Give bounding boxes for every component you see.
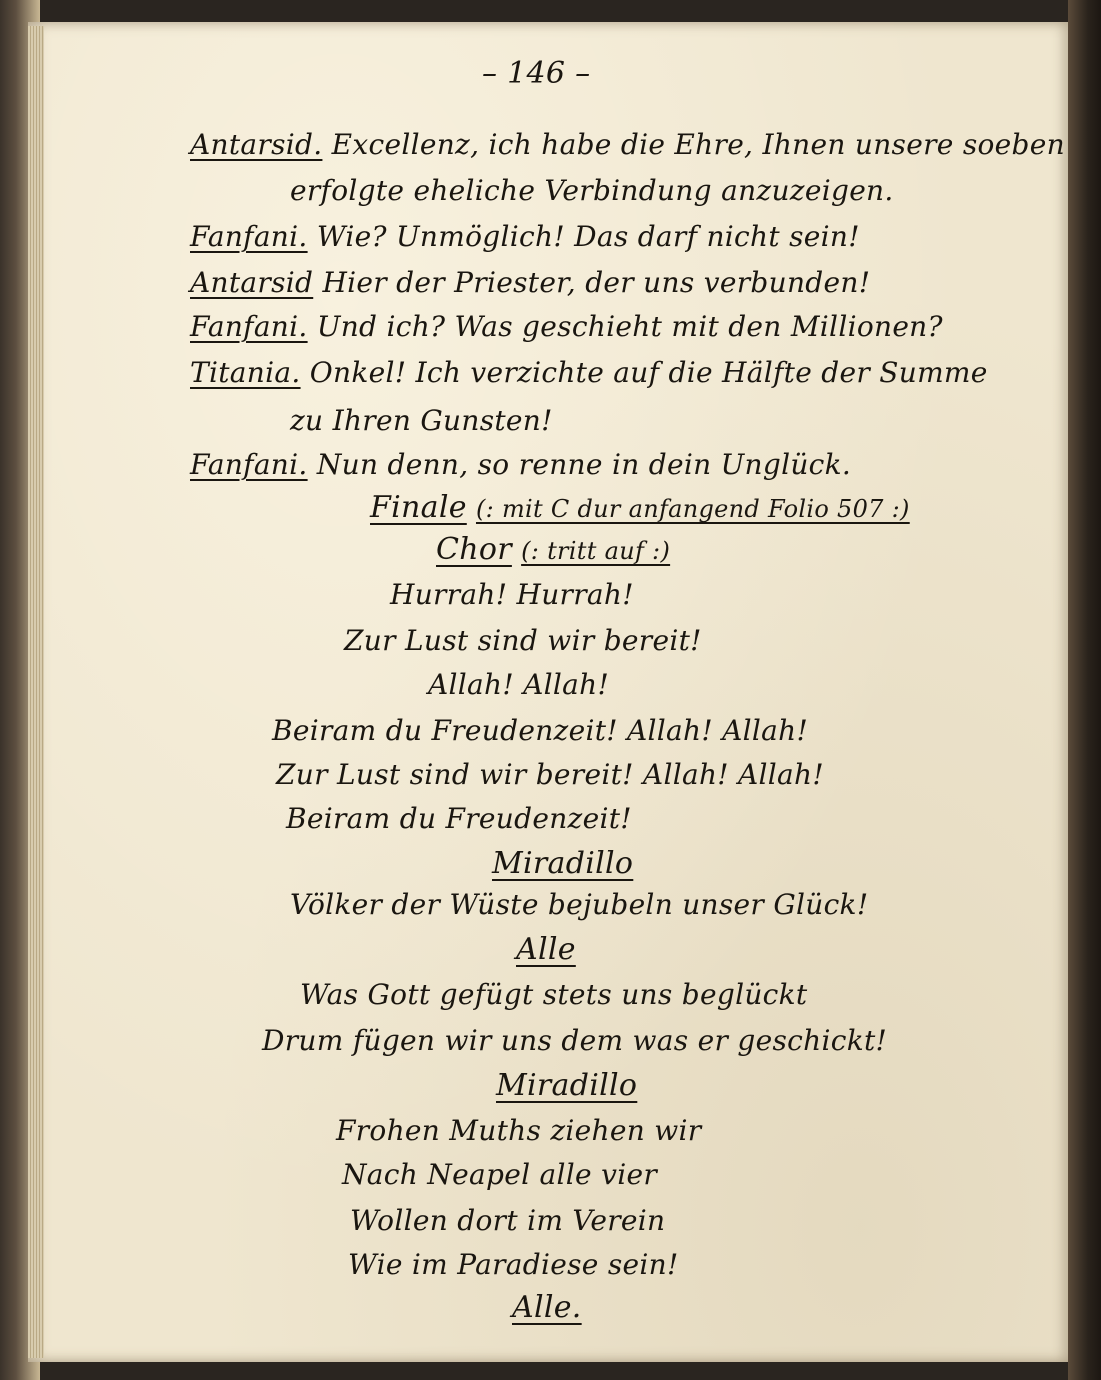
alle-line: Drum fügen wir uns dem was er geschickt! — [262, 1024, 888, 1057]
chorus-line: Zur Lust sind wir bereit! Allah! Allah! — [276, 758, 824, 791]
miradillo-line: Wollen dort im Verein — [350, 1204, 666, 1237]
speaker-name: Fanfani. — [190, 220, 308, 253]
miradillo-heading: Miradillo — [492, 846, 634, 881]
speaker-name: Fanfani. — [190, 310, 308, 343]
miradillo-heading: Miradillo — [496, 1068, 638, 1103]
page-number: – 146 – — [482, 56, 591, 91]
dialogue-text: Nun denn, so renne in dein Unglück. — [316, 448, 852, 481]
miradillo-line: Wie im Paradiese sein! — [348, 1248, 679, 1281]
dialogue-continuation: zu Ihren Gunsten! — [290, 404, 553, 437]
miradillo-line: Völker der Wüste bejubeln unser Glück! — [290, 888, 869, 921]
chorus-line: Allah! Allah! — [428, 668, 610, 701]
finale-note: (: mit C dur anfangend Folio 507 :) — [475, 495, 910, 523]
dialogue-text: Wie? Unmöglich! Das darf nicht sein! — [316, 220, 860, 253]
dialogue-line — [190, 448, 851, 481]
miradillo-line: Nach Neapel alle vier — [342, 1158, 658, 1191]
speaker-name: Fanfani. — [190, 448, 308, 481]
dialogue-text: Onkel! Ich verzichte auf die Hälfte der Summe — [309, 356, 988, 389]
speaker-name: Antarsid. — [190, 128, 323, 161]
dialogue-line — [190, 310, 943, 343]
page-stack-edge — [28, 26, 44, 1358]
dialogue-continuation: erfolgte eheliche Verbindung anzuzeigen. — [290, 174, 894, 207]
alle-line: Was Gott gefügt stets uns beglückt — [300, 978, 808, 1011]
finale-heading: Finale — [370, 490, 467, 525]
dialogue-line — [190, 220, 860, 253]
dialogue-line — [190, 356, 988, 389]
chorus-line: Hurrah! Hurrah! — [390, 578, 634, 611]
speaker-name: Titania. — [190, 356, 301, 389]
dialogue-text: Excellenz, ich habe die Ehre, Ihnen unsere soeben — [331, 128, 1065, 161]
miradillo-line: Frohen Muths ziehen wir — [336, 1114, 702, 1147]
chorus-heading-line — [436, 532, 670, 567]
chorus-heading: Chor — [436, 532, 512, 567]
speaker-name: Antarsid — [190, 266, 314, 299]
finale-heading-line — [370, 490, 910, 525]
chorus-note: (: tritt auf :) — [521, 537, 671, 565]
dialogue-line — [190, 128, 1065, 161]
chorus-line: Beiram du Freudenzeit! Allah! Allah! — [272, 714, 809, 747]
alle-heading: Alle — [516, 932, 576, 967]
chorus-line: Zur Lust sind wir bereit! — [344, 624, 702, 657]
book-right-edge — [1068, 0, 1101, 1380]
dialogue-text: Hier der Priester, der uns verbunden! — [322, 266, 871, 299]
alle-heading: Alle. — [512, 1290, 582, 1325]
dialogue-text: Und ich? Was geschieht mit den Millionen? — [316, 310, 943, 343]
chorus-line: Beiram du Freudenzeit! — [286, 802, 632, 835]
dialogue-line — [190, 266, 870, 299]
